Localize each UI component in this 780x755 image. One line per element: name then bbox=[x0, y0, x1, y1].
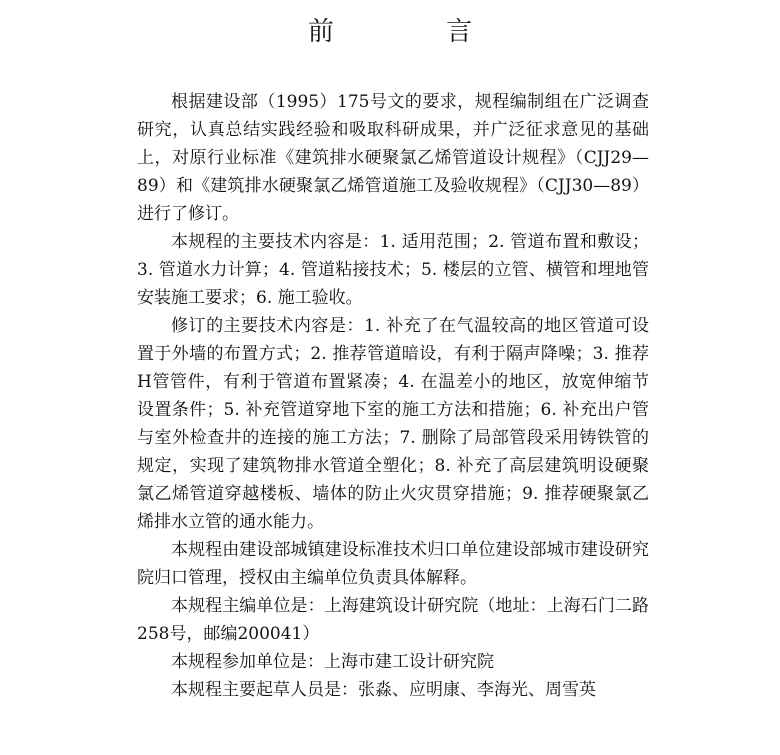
document-body bbox=[137, 88, 649, 704]
paragraph-management: 本规程由建设部城镇建设标准技术归口单位建设部城市建设研究院归口管理，授权由主编单位负责具体解释。 bbox=[137, 540, 649, 588]
paragraph-main-contents: 本规程的主要技术内容是：1. 适用范围；2. 管道布置和敷设；3. 管道水力计算；4. 管道粘接技术；5. 楼层的立管、横管和埋地管安装施工要求；6. 施工验收。 bbox=[137, 232, 649, 308]
page-title: 前 言 bbox=[307, 17, 525, 47]
paragraph-participating-unit: 本规程参加单位是：上海市建工设计研究院 bbox=[171, 652, 494, 672]
paragraph-drafters: 本规程主要起草人员是：张淼、应明康、李海光、周雪英 bbox=[171, 680, 596, 700]
paragraph-chief-editor-unit: 本规程主编单位是：上海建筑设计研究院（地址：上海石门二路258号，邮编200041） bbox=[137, 596, 649, 644]
paragraph-revised-contents: 修订的主要技术内容是：1. 补充了在气温较高的地区管道可设置于外墙的布置方式；2. 推荐管道暗设，有利于隔声降噪；3. 推荐H管管件，有利于管道布置紧凑；4. 在温差小的地区，放宽伸缩节设置条件；5. 补充管道穿地下室的施工方法和措施；6. 补充出户管与室外检查井的连接的施工方法；7. 删除了局部管段采用铸铁管的规定，实现了建筑物排水管道全塑化；8. 补充了高层建筑明设硬聚氯乙烯管道穿越楼板、墙体的防止火灾贯穿措施；9. 推荐硬聚氯乙烯排水立管的通水能力。 bbox=[137, 316, 649, 532]
paragraph-revision-basis: 根据建设部（1995）175号文的要求，规程编制组在广泛调查研究，认真总结实践经验和吸取科研成果，并广泛征求意见的基础上，对原行业标准《建筑排水硬聚氯乙烯管道设计规程》（CJJ29—89）和《建筑排水硬聚氯乙烯管道施工及验收规程》（CJJ30—89）进行了修订。 bbox=[137, 92, 649, 224]
